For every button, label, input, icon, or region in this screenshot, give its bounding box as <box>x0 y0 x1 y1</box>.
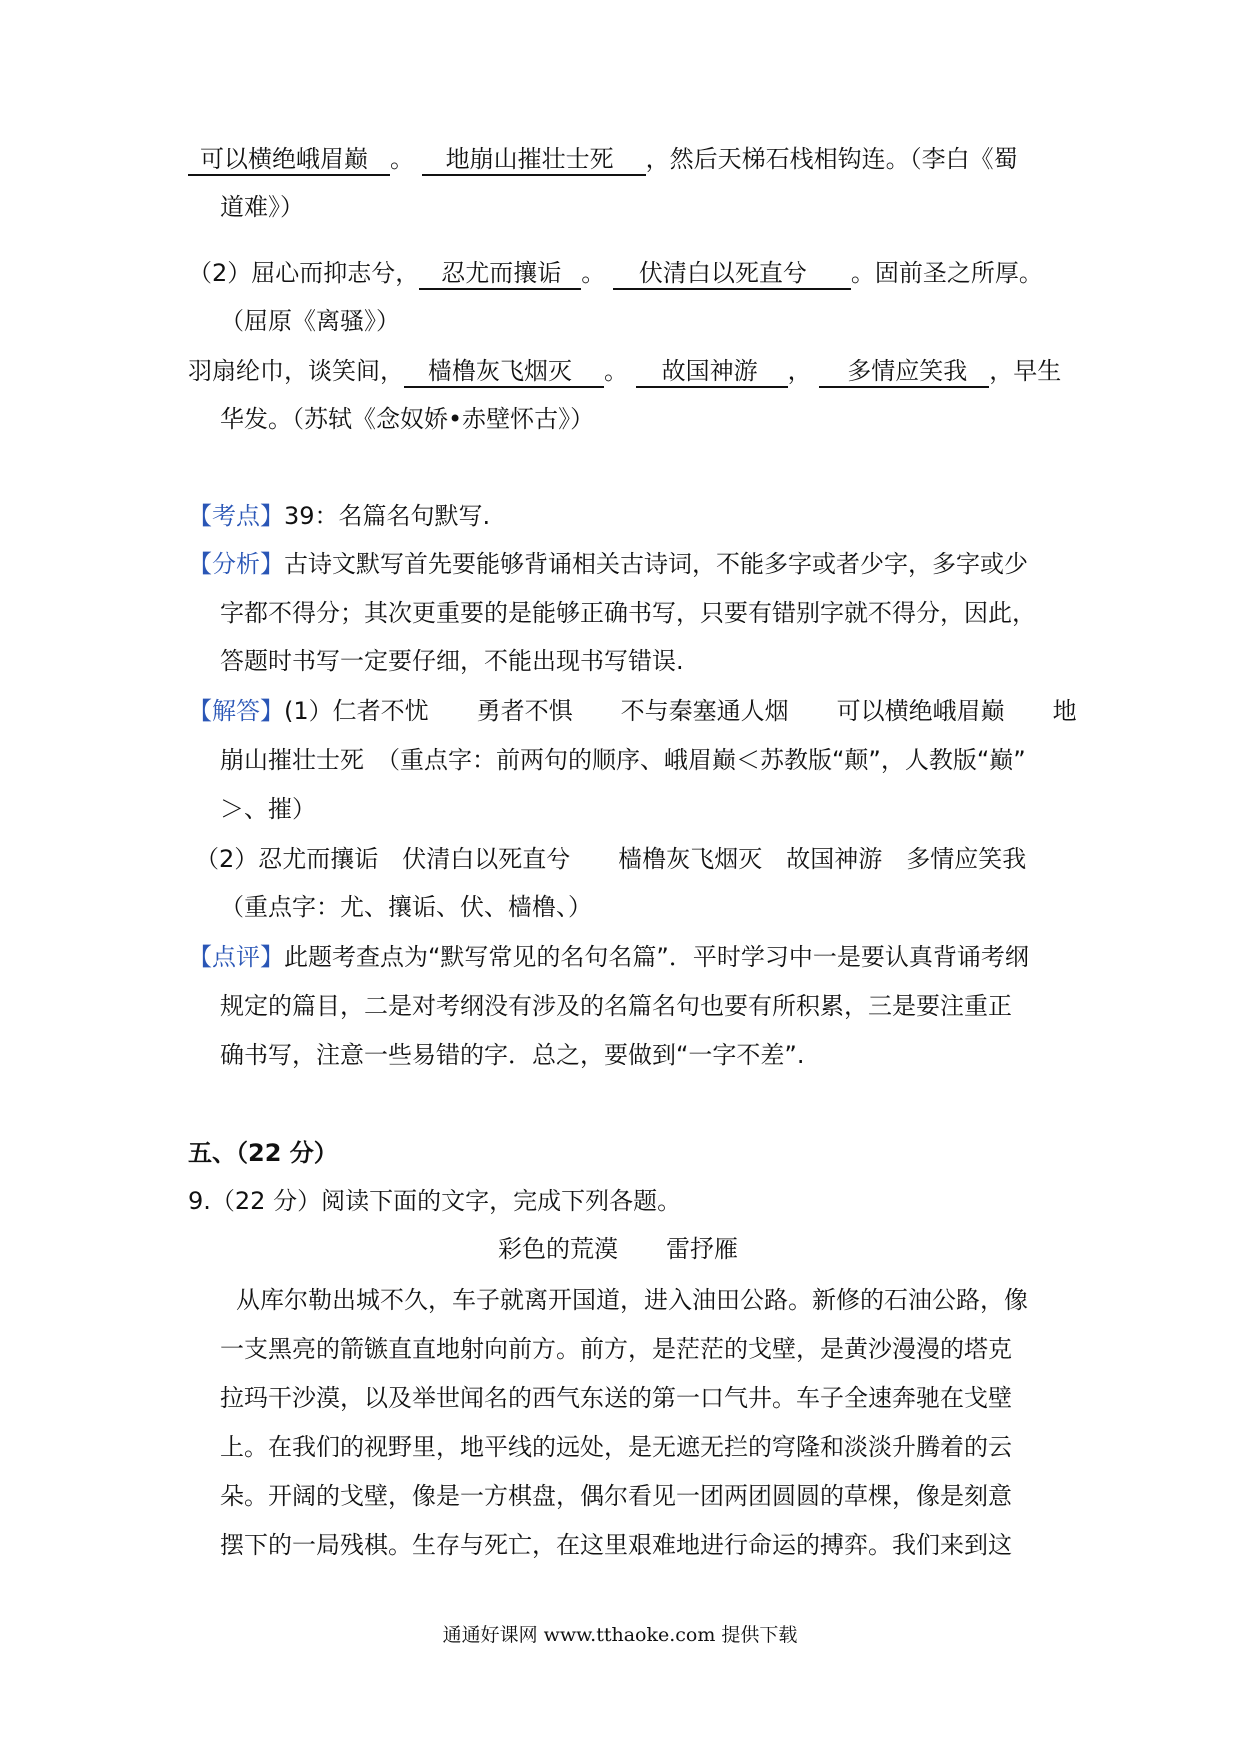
fenxi-label: 【分析】 <box>188 550 284 578</box>
section-heading: 五、（22 分） <box>188 1139 338 1167</box>
answer-blank: 忍尤而攘诟 <box>419 258 581 290</box>
poem-line-3: （2）屈心而抑志兮， 忍尤而攘诟 。 伏清白以死直兮 。固前圣之所厚。 <box>188 256 1043 290</box>
poem-line-1: 可以横绝峨眉巅 。 地崩山摧壮士死 ，然后天梯石栈相钩连。（李白《蜀 <box>188 142 1018 176</box>
article-line: 上。在我们的视野里，地平线的远处，是无遮无拦的穹隆和淡淡升腾着的云 <box>220 1433 1012 1461</box>
jieda-line-5: （重点字：尤、攘诟、伏、樯橹、） <box>220 893 592 921</box>
jieda-line-4: （2）忍尤而攘诟 伏清白以死直兮 樯橹灰飞烟灭 故国神游 多情应笑我 <box>195 845 1027 873</box>
jieda-line-3: ＞、摧） <box>220 795 316 823</box>
answer-blank: 樯橹灰飞烟灭 <box>404 356 604 388</box>
jieda-line-1: 【解答】(1）仁者不忧 勇者不惧 不与秦塞通人烟 可以横绝峨眉巅 地 <box>188 697 1077 725</box>
article-line: 摆下的一局残棋。生存与死亡，在这里艰难地进行命运的搏弈。我们来到这 <box>220 1531 1012 1559</box>
fenxi-line-2: 字都不得分；其次更重要的是能够正确书写，只要有错别字就不得分，因此， <box>220 599 1036 627</box>
kaodian-label: 【考点】 <box>188 502 284 530</box>
answer-blank: 伏清白以死直兮 <box>613 258 851 290</box>
answer-blank: 地崩山摧壮士死 <box>422 144 646 176</box>
answer-blank: 故国神游 <box>636 356 788 388</box>
fenxi-line-3: 答题时书写一定要仔细，不能出现书写错误. <box>220 647 684 675</box>
kaodian-line: 【考点】39：名篇名句默写. <box>188 502 491 530</box>
article-line: 朵。开阔的戈壁，像是一方棋盘，偶尔看见一团两团圆圆的草棵，像是刻意 <box>220 1482 1012 1510</box>
article-title: 彩色的荒漠 雷抒雁 <box>498 1235 738 1263</box>
poem-line-5: 羽扇纶巾，谈笑间， 樯橹灰飞烟灭 。 故国神游 ， 多情应笑我 ，早生 <box>188 354 1061 388</box>
dianping-label: 【点评】 <box>188 943 284 971</box>
dianping-line-2: 规定的篇目，二是对考纲没有涉及的名篇名句也要有所积累，三是要注重正 <box>220 992 1012 1020</box>
dianping-line-1: 【点评】此题考查点为“默写常见的名句名篇”．平时学习中一是要认真背诵考纲 <box>188 943 1029 971</box>
answer-blank: 多情应笑我 <box>819 356 989 388</box>
article-line: 拉玛干沙漠，以及举世闻名的西气东送的第一口气井。车子全速奔驰在戈壁 <box>220 1384 1012 1412</box>
poem-line-2: 道难》） <box>220 193 304 221</box>
answer-blank: 可以横绝峨眉巅 <box>188 144 390 176</box>
poem-line-4: （屈原《离骚》） <box>220 307 400 335</box>
article-line: 一支黑亮的箭镞直直地射向前方。前方，是茫茫的戈壁，是黄沙漫漫的塔克 <box>220 1335 1012 1363</box>
fenxi-line-1: 【分析】古诗文默写首先要能够背诵相关古诗词，不能多字或者少字，多字或少 <box>188 550 1028 578</box>
question-prompt: 9.（22 分）阅读下面的文字，完成下列各题。 <box>188 1187 682 1215</box>
article-line: 从库尔勒出城不久，车子就离开国道，进入油田公路。新修的石油公路，像 <box>236 1286 1028 1314</box>
page-footer: 通通好课网 www.tthaoke.com 提供下载 <box>442 1624 798 1646</box>
jieda-line-2: 崩山摧壮士死 （重点字：前两句的顺序、峨眉巅＜苏教版“颠”，人教版“巅” <box>220 746 1026 774</box>
poem-line-6: 华发。（苏轼《念奴娇•赤壁怀古》） <box>220 405 595 433</box>
jieda-label: 【解答】 <box>188 697 284 725</box>
dianping-line-3: 确书写，注意一些易错的字．总之，要做到“一字不差”. <box>220 1041 805 1069</box>
